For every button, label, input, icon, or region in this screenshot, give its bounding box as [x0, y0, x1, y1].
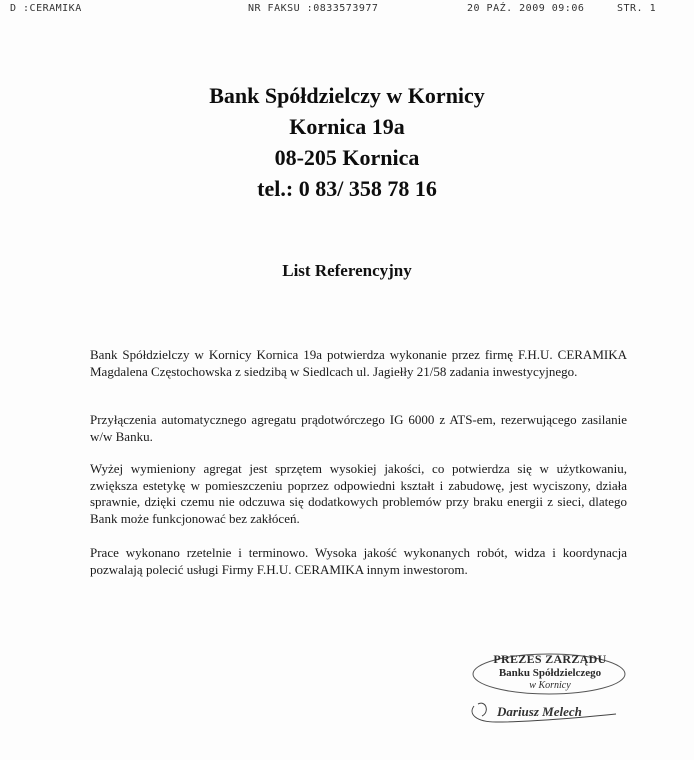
paragraph-2: Przyłączenia automatycznego agregatu prądotwórczego IG 6000 z ATS-em, rezerwującego zasilanie w/w Banku.	[90, 412, 627, 444]
bank-phone: tel.: 0 83/ 358 78 16	[257, 176, 437, 201]
letterhead	[0, 80, 694, 204]
fax-sender: D :CERAMIKA	[10, 3, 82, 14]
paragraph-3: Wyżej wymieniony agregat jest sprzętem wysokiej jakości, co potwierdza się w użytkowaniu, zwiększa estetykę w pomieszczeniu poprzez odpowiedni kształt i zabudowę, jest wyciszony, działa sprawnie, dzięki czemu nie odczuwa się dodatkowych problemów przy braku energii z sieci, dlatego Bank może funkcjonować bez zakłóceń.	[90, 461, 627, 526]
paragraph-1: Bank Spółdzielczy w Kornicy Kornica 19a potwierdza wykonanie przez firmę F.H.U. CERAMIKA Magdalena Częstochowska z siedzibą w Siedlcach ul. Jagiełły 21/58 zadania inwestycyjnego.	[90, 347, 627, 379]
paragraph-4: Prace wykonano rzetelnie i terminowo. Wysoka jakość wykonanych robót, widza i koordynacja pozwalają polecić usługi Firmy F.H.U. CERAMIKA innym inwestorom.	[90, 545, 627, 577]
bank-name: Bank Spółdzielczy w Kornicy	[209, 83, 485, 108]
fax-header	[0, 3, 694, 19]
stamp-bank: Banku Spółdzielczego	[498, 667, 602, 679]
fax-page-number: STR. 1	[617, 3, 657, 14]
signatory-name: Dariusz Melech	[497, 704, 582, 719]
bank-postal-city: 08-205 Kornica	[274, 145, 420, 170]
fax-number: NR FAKSU :0833573977	[248, 3, 379, 14]
bank-street: Kornica 19a	[289, 114, 405, 139]
fax-datetime: 20 PAŹ. 2009 09:06	[467, 3, 585, 14]
document-title: List Referencyjny	[282, 261, 412, 280]
stamp-title: PREZES ZARZĄDU	[493, 652, 607, 666]
stamp-place: w Kornicy	[529, 680, 571, 691]
